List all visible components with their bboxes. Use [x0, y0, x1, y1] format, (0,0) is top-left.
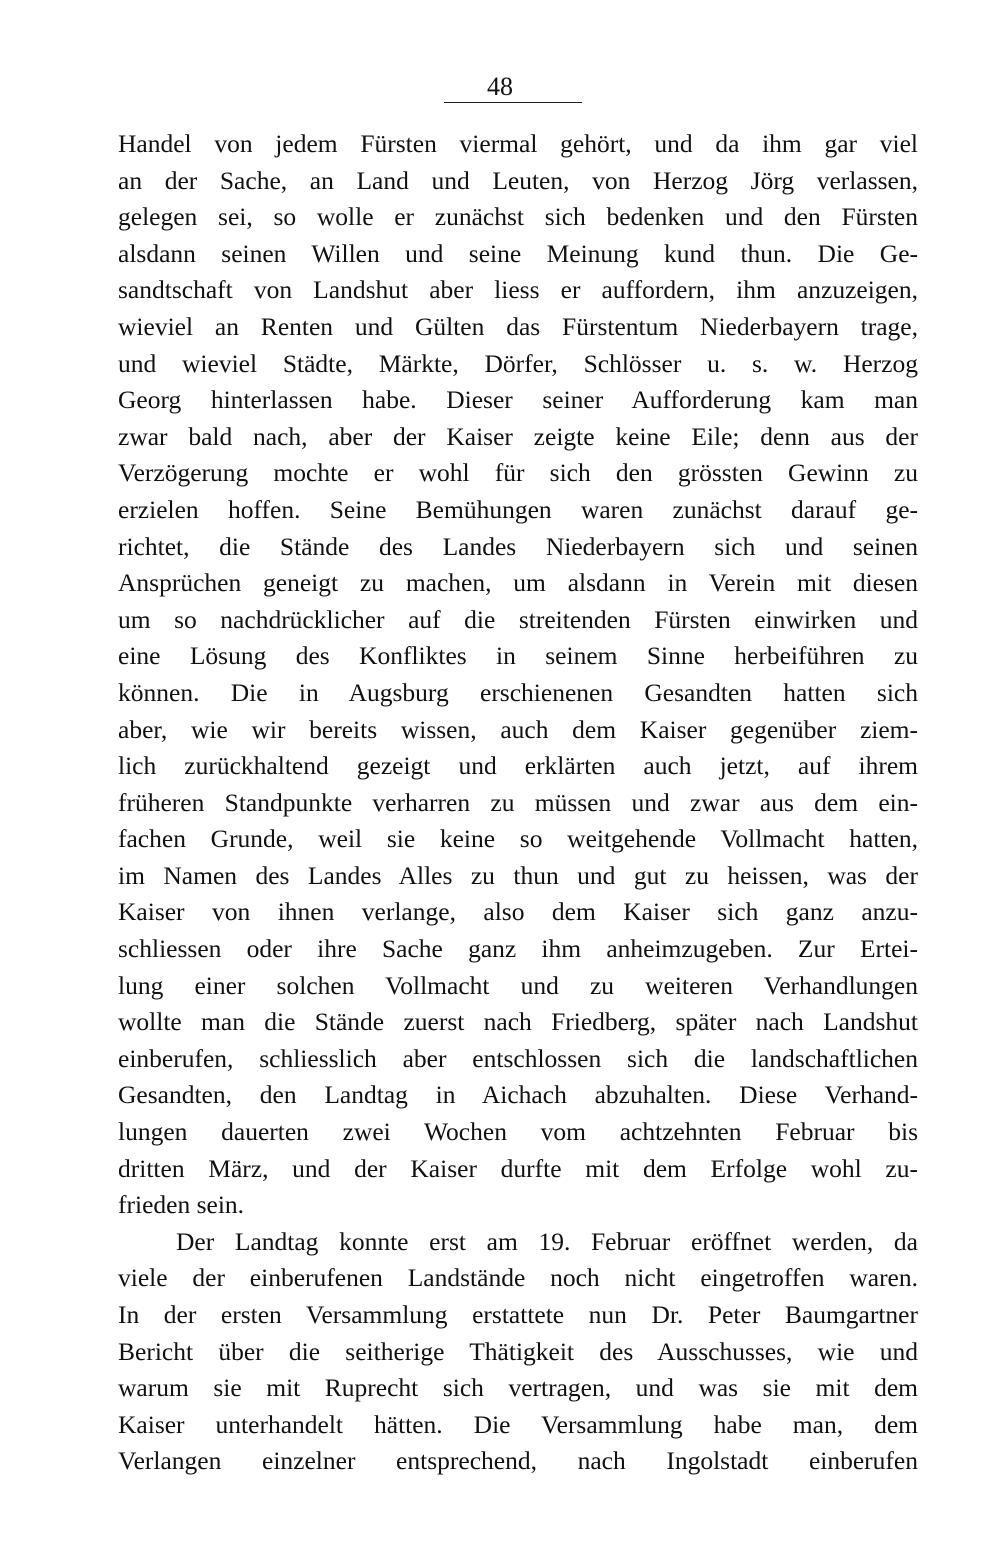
- text-line: Der Landtag konnte erst am 19. Februar eröffnet werden, da: [176, 1226, 918, 1256]
- text-line: alsdann seinen Willen und seine Meinung kund thun. Die Ge-: [118, 238, 918, 268]
- text-line: Verzögerung mochte er wohl für sich den grössten Gewinn zu: [118, 458, 918, 488]
- text-line: dritten März, und der Kaiser durfte mit dem Erfolge wohl zu-: [118, 1153, 918, 1183]
- body-text: [118, 126, 918, 1480]
- text-line: Kaiser von ihnen verlange, also dem Kaiser sich ganz anzu-: [118, 897, 918, 927]
- text-line: erzielen hoffen. Seine Bemühungen waren zunächst darauf ge-: [118, 494, 918, 524]
- text-line: eine Lösung des Konfliktes in seinem Sinne herbeiführen zu: [118, 641, 918, 671]
- text-line: richtet, die Stände des Landes Niederbayern sich und seinen: [118, 531, 918, 561]
- paragraph: [118, 1224, 918, 1480]
- text-line: können. Die in Augsburg erschienenen Gesandten hatten sich: [118, 677, 918, 707]
- text-line: lung einer solchen Vollmacht und zu weiteren Verhandlungen: [118, 970, 918, 1000]
- page-number: 48: [487, 72, 513, 101]
- text-line: lungen dauerten zwei Wochen vom achtzehnten Februar bis: [118, 1117, 918, 1147]
- text-line: Ansprüchen geneigt zu machen, um alsdann in Verein mit diesen: [118, 568, 918, 598]
- text-line: Verlangen einzelner entsprechend, nach Ingolstadt einberufen: [118, 1446, 918, 1476]
- text-line: In der ersten Versammlung erstattete nun Dr. Peter Baumgartner: [118, 1300, 918, 1329]
- text-line: viele der einberufenen Landstände noch nicht eingetroffen waren.: [118, 1263, 918, 1293]
- text-line: Kaiser unterhandelt hätten. Die Versammlung habe man, dem: [118, 1409, 918, 1439]
- text-line: um so nachdrücklicher auf die streitenden Fürsten einwirken und: [118, 604, 918, 634]
- text-line: einberufen, schliesslich aber entschlossen sich die landschaftlichen: [118, 1043, 918, 1073]
- text-line: im Namen des Landes Alles zu thun und gut zu heissen, was der: [118, 860, 918, 890]
- text-line: Georg hinterlassen habe. Dieser seiner Aufforderung kam man: [118, 385, 918, 415]
- text-line: an der Sache, an Land und Leuten, von Herzog Jörg verlassen,: [118, 165, 918, 195]
- text-line: lich zurückhaltend gezeigt und erklärten auch jetzt, auf ihrem: [118, 751, 918, 781]
- text-line: wollte man die Stände zuerst nach Friedberg, später nach Landshut: [118, 1007, 918, 1037]
- text-line: fachen Grunde, weil sie keine so weitgehende Vollmacht hatten,: [118, 824, 918, 854]
- text-line: schliessen oder ihre Sache ganz ihm anheimzugeben. Zur Ertei-: [118, 934, 918, 964]
- text-line: zwar bald nach, aber der Kaiser zeigte keine Eile; denn aus der: [118, 421, 918, 451]
- text-line: aber, wie wir bereits wissen, auch dem Kaiser gegenüber ziem-: [118, 714, 918, 744]
- text-line: Handel von jedem Fürsten viermal gehört, und da ihm gar viel: [118, 129, 918, 158]
- text-line: und wieviel Städte, Märkte, Dörfer, Schlösser u. s. w. Herzog: [118, 348, 918, 378]
- text-line: gelegen sei, so wolle er zunächst sich bedenken und den Fürsten: [118, 202, 918, 232]
- text-line: warum sie mit Ruprecht sich vertragen, und was sie mit dem: [118, 1373, 918, 1403]
- text-line: sandtschaft von Landshut aber liess er auffordern, ihm anzuzeigen,: [118, 275, 918, 305]
- header-rule: [444, 102, 582, 103]
- text-line: Gesandten, den Landtag in Aichach abzuhalten. Diese Verhand-: [118, 1080, 918, 1110]
- text-line: wieviel an Renten und Gülten das Fürstentum Niederbayern trage,: [118, 311, 918, 341]
- text-line: frieden sein.: [118, 1190, 245, 1220]
- text-line: früheren Standpunkte verharren zu müssen und zwar aus dem ein-: [118, 787, 918, 817]
- text-line: Bericht über die seitherige Thätigkeit des Ausschusses, wie und: [118, 1336, 918, 1366]
- paragraph: [118, 126, 918, 1224]
